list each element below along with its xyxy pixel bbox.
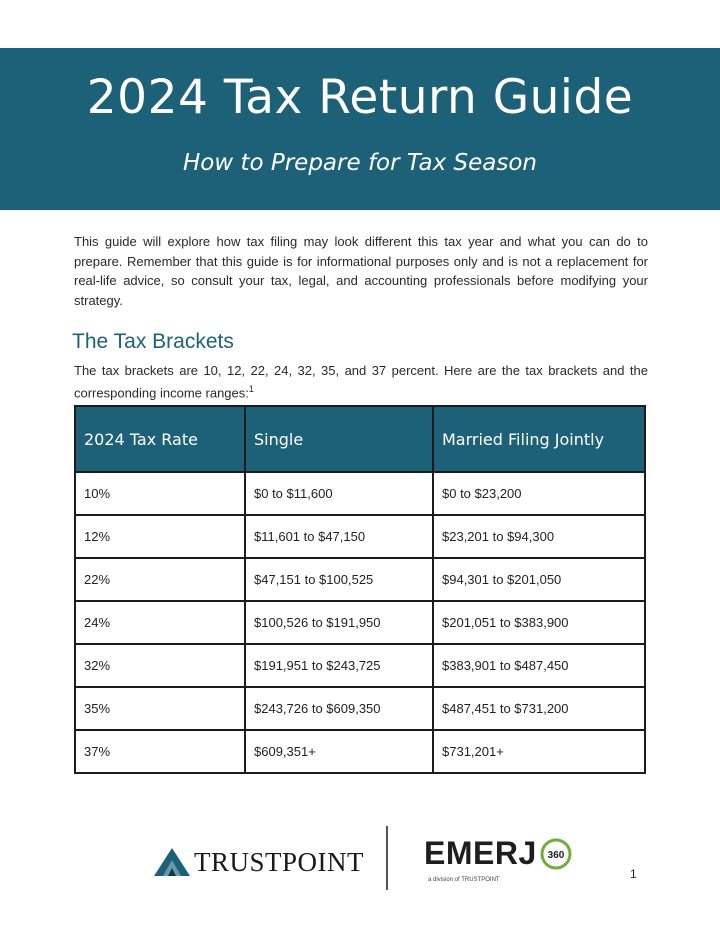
table-row [75, 644, 645, 687]
cell-rate: 24% [75, 601, 245, 644]
table-row [75, 730, 645, 773]
table-row [75, 515, 645, 558]
table-row [75, 601, 645, 644]
trustpoint-wordmark: TRUSTPOINT [194, 846, 365, 877]
cell-married: $201,051 to $383,900 [433, 601, 645, 644]
cell-single: $11,601 to $47,150 [245, 515, 433, 558]
cell-married: $23,201 to $94,300 [433, 515, 645, 558]
header-married-filing-jointly: Married Filing Jointly [433, 406, 645, 472]
emerj-360-badge-icon [539, 837, 573, 871]
section-heading: The Tax Brackets [72, 330, 234, 353]
emerj-badge-text: 360 [547, 849, 565, 861]
footer-divider [386, 826, 388, 890]
section-intro-text: The tax brackets are 10, 12, 22, 24, 32, 35, and 37 percent. Here are the tax brackets and the corresponding income ranges: [74, 363, 648, 401]
table-row [75, 687, 645, 730]
cell-married: $487,451 to $731,200 [433, 687, 645, 730]
header-tax-rate: 2024 Tax Rate [75, 406, 245, 472]
tax-brackets-table [74, 405, 646, 774]
cell-single: $609,351+ [245, 730, 433, 773]
cell-single: $47,151 to $100,525 [245, 558, 433, 601]
header-single: Single [245, 406, 433, 472]
cell-rate: 22% [75, 558, 245, 601]
footnote-marker: 1 [248, 384, 254, 394]
cell-married: $0 to $23,200 [433, 472, 645, 515]
cell-rate: 37% [75, 730, 245, 773]
cell-married: $731,201+ [433, 730, 645, 773]
trustpoint-mountain-icon [154, 846, 190, 878]
table-row [75, 472, 645, 515]
page-number: 1 [630, 867, 637, 881]
cell-single: $100,526 to $191,950 [245, 601, 433, 644]
cell-single: $191,951 to $243,725 [245, 644, 433, 687]
section-intro [74, 361, 648, 402]
cell-married: $94,301 to $201,050 [433, 558, 645, 601]
cell-rate: 35% [75, 687, 245, 730]
emerj-logo [424, 835, 573, 883]
emerj-wordmark: EMERJ [424, 835, 537, 871]
page-subtitle: How to Prepare for Tax Season [182, 150, 538, 176]
table-row [75, 558, 645, 601]
trustpoint-logo [154, 846, 364, 878]
emerj-tagline: a division of TRUSTPOINT [428, 877, 500, 883]
cell-rate: 10% [75, 472, 245, 515]
cell-single: $0 to $11,600 [245, 472, 433, 515]
cell-rate: 12% [75, 515, 245, 558]
cell-rate: 32% [75, 644, 245, 687]
table-header-row [75, 406, 645, 472]
intro-paragraph: This guide will explore how tax filing may look different this tax year and what you can do to prepare. Remember that this guide is for informational purposes only and is not a replacement for real-life advice, so consult your tax, legal, and accounting professionals before modifying your strategy. [74, 234, 648, 308]
cell-single: $243,726 to $609,350 [245, 687, 433, 730]
cell-married: $383,901 to $487,450 [433, 644, 645, 687]
page-title: 2024 Tax Return Guide [86, 70, 634, 125]
